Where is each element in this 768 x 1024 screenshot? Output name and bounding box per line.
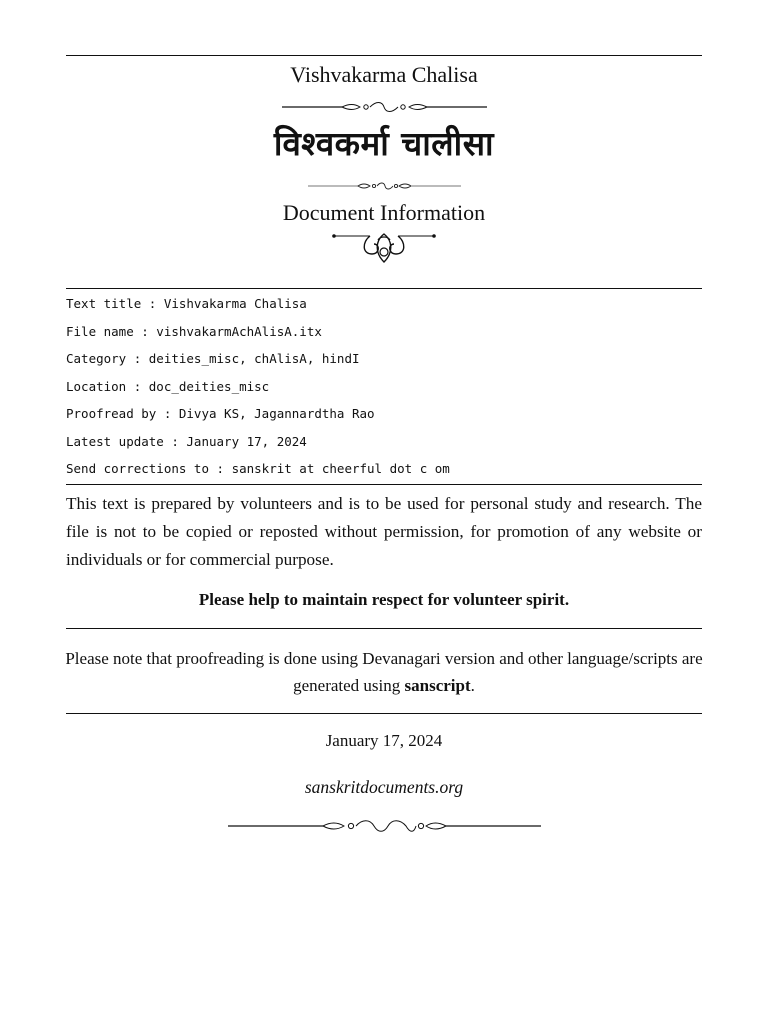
note-top-rule	[66, 628, 702, 629]
metadata-block	[66, 296, 702, 486]
document-date: January 17, 2024	[325, 731, 443, 750]
devanagari-title: विश्वकर्मा चालीसा	[273, 124, 495, 163]
bottom-flourish-ornament	[228, 818, 541, 834]
file-name-line: File name : vishvakarmAchAlisA.itx	[66, 323, 322, 339]
proofread-by-line: Proofread by : Divya KS, Jagannardtha Rao	[66, 406, 375, 421]
section-title: Document Information	[282, 200, 486, 225]
proofreading-note-suffix: .	[470, 676, 475, 695]
volunteer-spirit-notice: Please help to maintain respect for volunteer spirit.	[198, 590, 570, 609]
proofreading-note-text: Please note that proofreading is done using Devanagari version and other language/scripts are generated using	[65, 649, 703, 695]
location-line: Location : doc_deities_misc	[66, 378, 270, 394]
flourish-ornament	[282, 100, 487, 114]
sanscript-name: sanscript	[404, 676, 471, 695]
scroll-ornament	[332, 228, 436, 266]
text-title-line: Text title : Vishvakarma Chalisa	[66, 296, 307, 311]
proofreading-note	[0, 645, 768, 699]
document-title: Vishvakarma Chalisa	[290, 62, 478, 87]
latest-update-line: Latest update : January 17, 2024	[66, 433, 307, 449]
category-line: Category : deities_misc, chAlisA, hindI	[66, 351, 360, 366]
usage-notice: This text is prepared by volunteers and is to be used for personal study and research. The file is not to be copied or reposted without permission, for promotion of any website or individuals or for commercial purpose.	[66, 494, 702, 569]
site-name: sanskritdocuments.org	[304, 777, 464, 797]
top-rule	[66, 55, 702, 56]
metadata-bottom-rule	[66, 484, 702, 485]
send-corrections-line: Send corrections to : sanskrit at cheerful dot c om	[66, 461, 450, 476]
note-bottom-rule	[66, 713, 702, 714]
small-flourish-ornament	[308, 180, 461, 192]
metadata-top-rule	[66, 288, 702, 289]
